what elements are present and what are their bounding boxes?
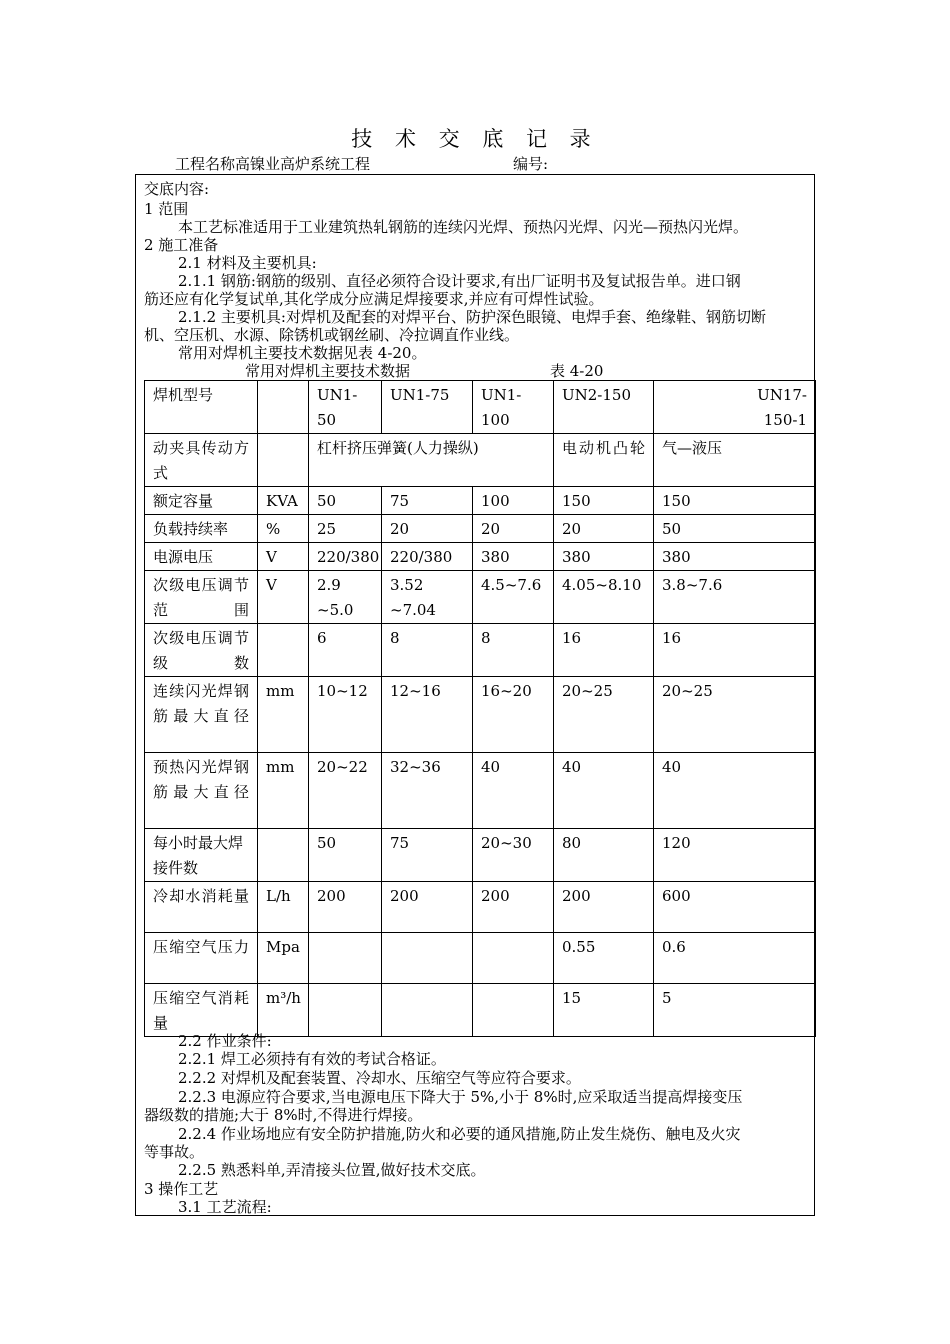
- table-reference: 常用对焊机主要技术数据见表 4-20。: [178, 344, 427, 362]
- table-cell: 6: [309, 624, 382, 677]
- table-cell: [258, 829, 309, 882]
- table-cell: 负载持续率: [145, 515, 258, 543]
- table-row: [145, 381, 816, 434]
- table-cell: 150: [654, 487, 816, 515]
- table-row: [145, 543, 816, 571]
- content-label: 交底内容:: [144, 180, 210, 198]
- section-2-2-4-line1: 2.2.4 作业场地应有安全防护措施,防火和必要的通风措施,防止发生烧伤、触电及火灾: [178, 1125, 741, 1143]
- table-cell: [258, 381, 309, 434]
- table-row: [145, 677, 816, 753]
- table-cell: [473, 933, 554, 984]
- table-cell: 80: [554, 829, 654, 882]
- table-row: [145, 434, 816, 487]
- table-cell: 每小时最大焊接件数: [145, 829, 258, 882]
- section-2-2-heading: 2.2 作业条件:: [178, 1032, 272, 1050]
- section-2-2-5: 2.2.5 熟悉料单,弄清接头位置,做好技术交底。: [178, 1161, 486, 1179]
- table-cell: 预热闪光焊钢筋最大直径: [145, 753, 258, 829]
- table-cell: UN2-150: [554, 381, 654, 434]
- table-cell: 600: [654, 882, 816, 933]
- table-cell: 连续闪光焊钢筋最大直径: [145, 677, 258, 753]
- table-cell: 50: [654, 515, 816, 543]
- table-cell: 电源电压: [145, 543, 258, 571]
- section-1-text: 本工艺标准适用于工业建筑热轧钢筋的连续闪光焊、预热闪光焊、闪光—预热闪光焊。: [178, 218, 749, 236]
- table-cell: 0.55: [554, 933, 654, 984]
- table-cell: 4.5~7.6: [473, 571, 554, 624]
- table-row: [145, 829, 816, 882]
- table-cell: 额定容量: [145, 487, 258, 515]
- table-cell: 2.9 ~5.0: [309, 571, 382, 624]
- table-cell: 200: [382, 882, 473, 933]
- table-cell: 380: [554, 543, 654, 571]
- table-cell: 20: [473, 515, 554, 543]
- table-cell: Mpa: [258, 933, 309, 984]
- table-cell: 16~20: [473, 677, 554, 753]
- table-cell: 40: [473, 753, 554, 829]
- table-cell: 16: [654, 624, 816, 677]
- section-3-1-heading: 3.1 工艺流程:: [178, 1198, 272, 1216]
- table-cell: 3.8~7.6: [654, 571, 816, 624]
- section-2-1-1-line2: 筋还应有化学复试单,其化学成分应满足焊接要求,并应有可焊性试验。: [144, 290, 604, 308]
- table-cell: 焊机型号: [145, 381, 258, 434]
- table-cell: 200: [309, 882, 382, 933]
- table-cell: 100: [473, 487, 554, 515]
- section-2-2-1: 2.2.1 焊工必须持有有效的考试合格证。: [178, 1050, 446, 1068]
- table-cell: 次级电压调节范围: [145, 571, 258, 624]
- table-cell: 8: [473, 624, 554, 677]
- section-2-2-2: 2.2.2 对焊机及配套装置、冷却水、压缩空气等应符合要求。: [178, 1069, 581, 1087]
- table-cell: UN1-50: [309, 381, 382, 434]
- section-2-2-4-line2: 等事故。: [144, 1143, 205, 1161]
- table-cell: 40: [654, 753, 816, 829]
- table-cell: %: [258, 515, 309, 543]
- table-cell: [309, 933, 382, 984]
- table-cell: 5: [654, 984, 816, 1037]
- table-cell: V: [258, 543, 309, 571]
- table-cell: 20: [382, 515, 473, 543]
- table-row: [145, 984, 816, 1037]
- section-1-heading: 1 范围: [144, 200, 189, 218]
- section-2-1-2-line2: 机、空压机、水源、除锈机或钢丝刷、冷拉调直作业线。: [144, 326, 520, 344]
- table-cell: 120: [654, 829, 816, 882]
- project-name: 工程名称高镍业高炉系统工程: [175, 155, 371, 173]
- section-2-heading: 2 施工准备: [144, 236, 219, 254]
- table-cell: 40: [554, 753, 654, 829]
- table-cell: 20~30: [473, 829, 554, 882]
- table-cell: [258, 624, 309, 677]
- table-cell: 150: [554, 487, 654, 515]
- table-cell: 10~12: [309, 677, 382, 753]
- table-row: [145, 515, 816, 543]
- table-row: [145, 571, 816, 624]
- table-number: 表 4-20: [550, 362, 604, 380]
- table-cell: 16: [554, 624, 654, 677]
- section-3-heading: 3 操作工艺: [144, 1180, 219, 1198]
- table-cell: 15: [554, 984, 654, 1037]
- welder-spec-table: [144, 380, 816, 1037]
- table-cell: 220/380: [309, 543, 382, 571]
- table-cell: 压缩空气压力: [145, 933, 258, 984]
- section-2-1-1-line1: 2.1.1 钢筋:钢筋的级别、直径必须符合设计要求,有出厂证明书及复试报告单。进口钢: [178, 272, 741, 290]
- table-cell: [382, 984, 473, 1037]
- table-cell: 220/380: [382, 543, 473, 571]
- table-row: [145, 753, 816, 829]
- table-cell: 0.6: [654, 933, 816, 984]
- table-cell: 20~22: [309, 753, 382, 829]
- table-cell: UN17-150-1: [654, 381, 816, 434]
- table-cell: mm: [258, 677, 309, 753]
- table-row: [145, 487, 816, 515]
- section-2-2-3-line1: 2.2.3 电源应符合要求,当电源电压下降大于 5%,小于 8%时,应采取适当提高焊接变压: [178, 1088, 743, 1106]
- table-row: [145, 882, 816, 933]
- table-cell: 电动机凸轮: [554, 434, 654, 487]
- section-2-2-3-line2: 器级数的措施;大于 8%时,不得进行焊接。: [144, 1106, 423, 1124]
- table-cell: 75: [382, 487, 473, 515]
- document-number-label: 编号:: [513, 155, 549, 173]
- table-cell: 25: [309, 515, 382, 543]
- table-cell: 杠杆挤压弹簧(人力操纵): [309, 434, 554, 487]
- table-cell: 气—液压: [654, 434, 816, 487]
- table-cell: 32~36: [382, 753, 473, 829]
- table-cell: 50: [309, 487, 382, 515]
- table-cell: 8: [382, 624, 473, 677]
- section-2-1-heading: 2.1 材料及主要机具:: [178, 254, 317, 272]
- table-cell: m³/h: [258, 984, 309, 1037]
- table-cell: [258, 434, 309, 487]
- table-cell: 20~25: [554, 677, 654, 753]
- table-cell: UN1-100: [473, 381, 554, 434]
- table-cell: KVA: [258, 487, 309, 515]
- table-cell: 次级电压调节级数: [145, 624, 258, 677]
- table-cell: UN1-75: [382, 381, 473, 434]
- table-cell: [309, 984, 382, 1037]
- table-cell: 380: [654, 543, 816, 571]
- section-2-1-2-line1: 2.1.2 主要机具:对焊机及配套的对焊平台、防护深色眼镜、电焊手套、绝缘鞋、钢筋切断: [178, 308, 766, 326]
- document-title: 技 术 交 底 记 录: [351, 127, 599, 151]
- table-cell: 动夹具传动方式: [145, 434, 258, 487]
- table-cell: 50: [309, 829, 382, 882]
- table-cell: 200: [473, 882, 554, 933]
- table-cell: 75: [382, 829, 473, 882]
- table-cell: 20~25: [654, 677, 816, 753]
- table-cell: [382, 933, 473, 984]
- table-row: [145, 933, 816, 984]
- table-cell: 冷却水消耗量: [145, 882, 258, 933]
- table-cell: 20: [554, 515, 654, 543]
- table-cell: L/h: [258, 882, 309, 933]
- table-row: [145, 624, 816, 677]
- table-cell: [473, 984, 554, 1037]
- table-cell: 200: [554, 882, 654, 933]
- table-cell: 压缩空气消耗量: [145, 984, 258, 1037]
- table-cell: 4.05~8.10: [554, 571, 654, 624]
- table-cell: mm: [258, 753, 309, 829]
- table-cell: 3.52 ~7.04: [382, 571, 473, 624]
- table-cell: 380: [473, 543, 554, 571]
- table-cell: V: [258, 571, 309, 624]
- table-cell: 12~16: [382, 677, 473, 753]
- table-caption: 常用对焊机主要技术数据: [245, 362, 411, 380]
